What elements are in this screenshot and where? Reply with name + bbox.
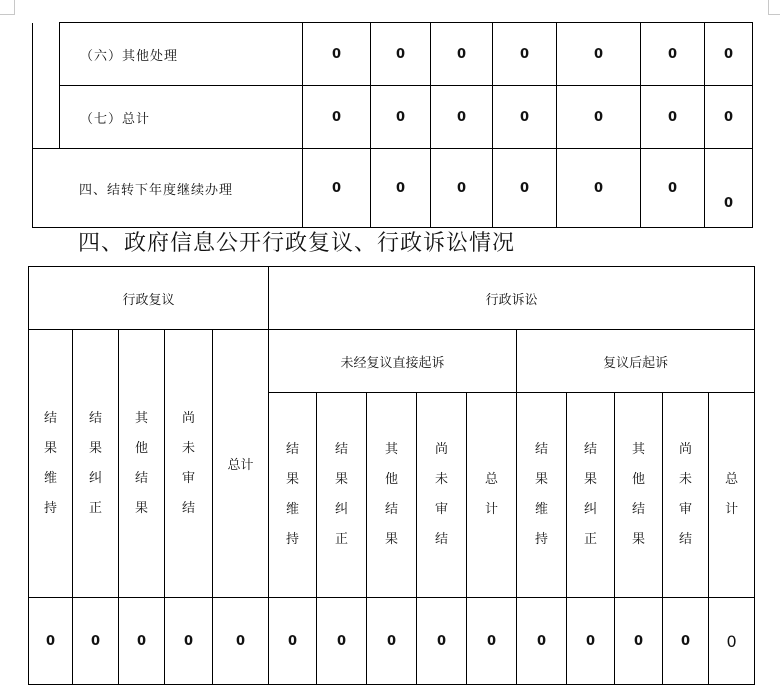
direct-col-corrected: 结 果 纠 正 <box>317 393 367 598</box>
value-cell: 0 <box>29 598 73 685</box>
crop-mark-left <box>0 0 15 15</box>
value-cell: 0 <box>303 149 371 228</box>
value-cell: 0 <box>431 149 493 228</box>
value-cell: 0 <box>431 86 493 149</box>
review-litigation-table <box>28 266 755 685</box>
indent-cell <box>33 23 60 86</box>
value-cell: 0 <box>269 598 317 685</box>
after-col-maintained: 结 果 维 持 <box>517 393 567 598</box>
after-col-pending: 尚 未 审 结 <box>663 393 709 598</box>
review-col-pending: 尚 未 审 结 <box>165 330 213 598</box>
value-cell: 0 <box>705 23 753 86</box>
review-col-maintained: 结 果 维 持 <box>29 330 73 598</box>
value-cell: 0 <box>493 149 557 228</box>
row-label: （七）总计 <box>60 86 303 149</box>
direct-col-total: 总 计 <box>467 393 517 598</box>
value-cell: 0 <box>517 598 567 685</box>
value-cell: 0 <box>417 598 467 685</box>
value-cell: 0 <box>431 23 493 86</box>
value-cell: 0 <box>303 23 371 86</box>
section-heading: 四、政府信息公开行政复议、行政诉讼情况 <box>78 231 516 256</box>
row-label: 四、结转下年度继续办理 <box>33 149 303 228</box>
review-col-other: 其 他 结 果 <box>119 330 165 598</box>
crop-mark-right <box>768 0 780 15</box>
value-cell: 0 <box>371 23 431 86</box>
after-review-suit-header: 复议后起诉 <box>517 330 755 393</box>
value-cell: 0 <box>705 149 753 228</box>
value-cell: 0 <box>317 598 367 685</box>
value-cell: 0 <box>615 598 663 685</box>
review-col-corrected: 结 果 纠 正 <box>73 330 119 598</box>
value-cell: 0 <box>371 86 431 149</box>
table-row <box>33 149 753 228</box>
value-cell: 0 <box>165 598 213 685</box>
value-cell: 0 <box>493 86 557 149</box>
value-cell: 0 <box>303 86 371 149</box>
direct-suit-header: 未经复议直接起诉 <box>269 330 517 393</box>
litigation-header: 行政诉讼 <box>269 267 755 330</box>
row-label: （六）其他处理 <box>60 23 303 86</box>
after-col-corrected: 结 果 纠 正 <box>567 393 615 598</box>
table-row <box>29 330 755 393</box>
value-cell: 0 <box>641 23 705 86</box>
review-header: 行政复议 <box>29 267 269 330</box>
value-cell: 0 <box>213 598 269 685</box>
direct-col-other: 其 他 结 果 <box>367 393 417 598</box>
indent-cell <box>33 86 60 149</box>
table-row <box>29 598 755 685</box>
value-cell: 0 <box>493 23 557 86</box>
value-cell: 0 <box>467 598 517 685</box>
value-cell: 0 <box>557 23 641 86</box>
value-cell: 0 <box>73 598 119 685</box>
value-cell: 0 <box>641 86 705 149</box>
table-row <box>29 267 755 330</box>
table-row <box>33 23 753 86</box>
review-col-total: 总计 <box>213 330 269 598</box>
after-col-other: 其 他 结 果 <box>615 393 663 598</box>
direct-col-pending: 尚 未 审 结 <box>417 393 467 598</box>
table-row <box>33 86 753 149</box>
value-cell: 0 <box>641 149 705 228</box>
direct-col-maintained: 结 果 维 持 <box>269 393 317 598</box>
value-cell: 0 <box>371 149 431 228</box>
value-cell: 0 <box>557 149 641 228</box>
value-cell: 0 <box>557 86 641 149</box>
value-cell: 0 <box>567 598 615 685</box>
value-cell: 0 <box>663 598 709 685</box>
after-col-total: 总 计 <box>709 393 755 598</box>
value-cell: 0 <box>367 598 417 685</box>
value-cell: 0 <box>709 598 755 685</box>
value-cell: 0 <box>705 86 753 149</box>
processing-table <box>32 22 753 228</box>
value-cell: 0 <box>119 598 165 685</box>
